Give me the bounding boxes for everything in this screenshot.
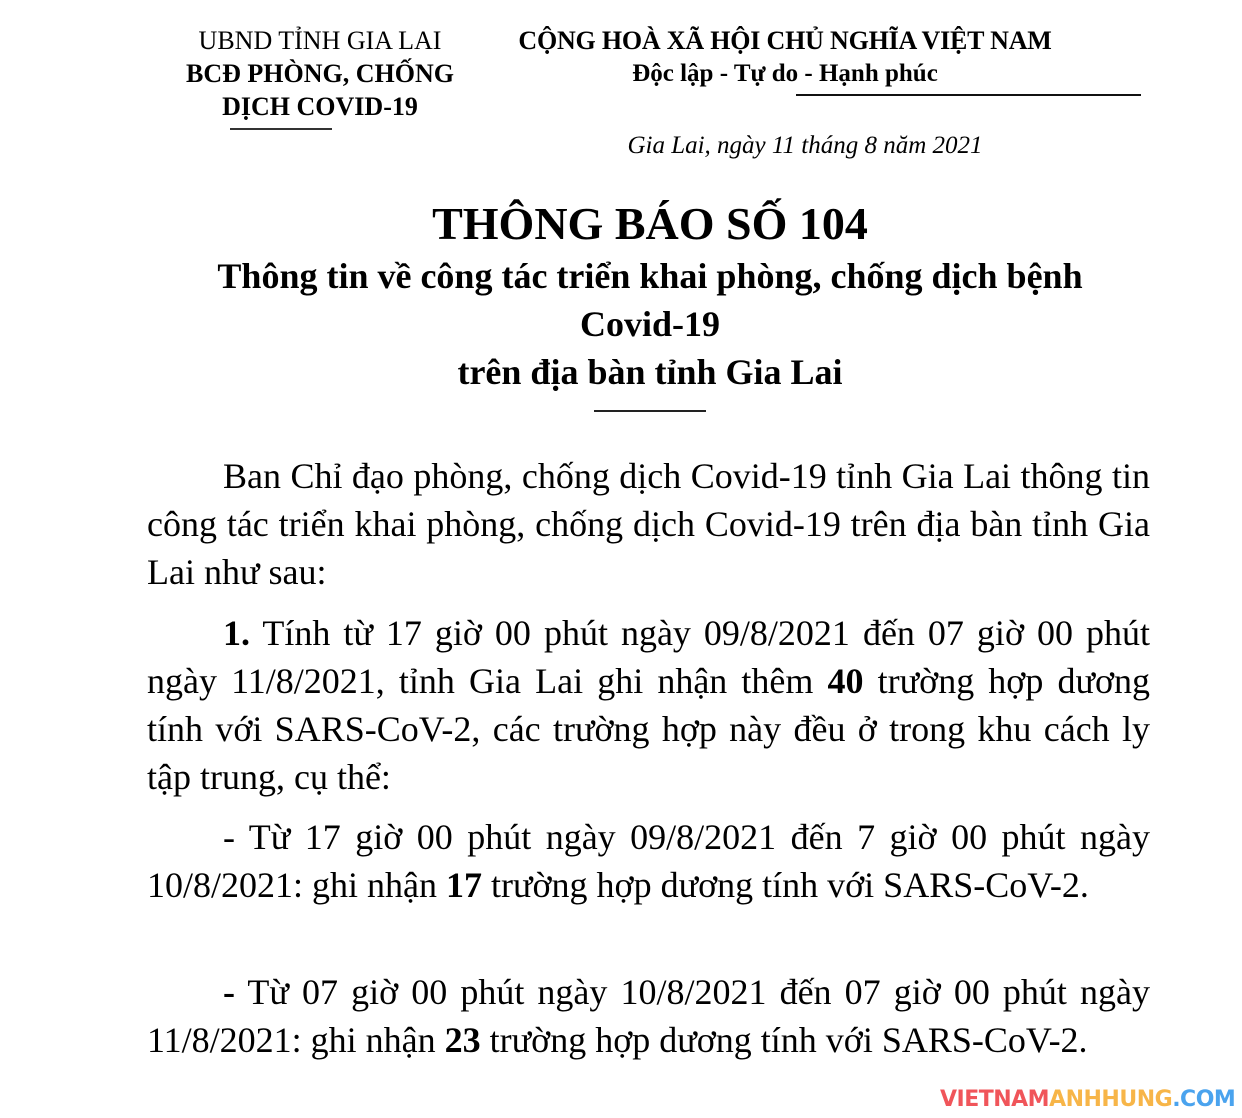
- nation-name: CỘNG HOÀ XÃ HỘI CHỦ NGHĨA VIỆT NAM: [518, 26, 1052, 55]
- organization-name-line1: BCĐ PHÒNG, CHỐNG: [186, 59, 454, 88]
- place-date: Gia Lai, ngày 11 tháng 8 năm 2021: [627, 132, 983, 159]
- motto-divider: [796, 94, 1141, 96]
- sub-item-2-paragraph: [147, 968, 1150, 1064]
- issuing-authority: [150, 24, 490, 123]
- sub-item-1-text-after: trường hợp dương tính với SARS-CoV-2.: [482, 865, 1089, 905]
- document-subject-line1: Thông tin về công tác triển khai phòng, chống dịch bệnh: [217, 256, 1083, 296]
- watermark-part-2: ANHHUNG: [1049, 1087, 1173, 1112]
- watermark-part-1: VIETNAM: [940, 1087, 1050, 1112]
- sub-item-2-count: 23: [444, 1020, 481, 1060]
- watermark-part-3: .COM: [1172, 1087, 1236, 1112]
- intro-paragraph: Ban Chỉ đạo phòng, chống dịch Covid-19 tỉnh Gia Lai thông tin công tác triển khai phòng, chống dịch Covid-19 trên địa bàn tỉnh Gia Lai như sau:: [147, 456, 1150, 592]
- sub-item-2-text-after: trường hợp dương tính với SARS-CoV-2.: [480, 1020, 1088, 1060]
- sub-item-1-text-before: - Từ 17 giờ 00 phút ngày 09/8/2021 đến 7 giờ 00 phút ngày 10/8/2021: ghi nhận: [147, 817, 1150, 905]
- item-1-paragraph: [147, 609, 1150, 801]
- document-title-block: [140, 196, 1160, 396]
- site-watermark: [940, 1087, 1235, 1113]
- document-number: THÔNG BÁO SỐ 104: [432, 198, 868, 249]
- organization-name-line2: DỊCH COVID-19: [222, 92, 418, 121]
- authority-divider: [230, 128, 332, 130]
- sub-item-2-text-before: Từ 07 giờ 00 phút ngày 10/8/2021 đến 07 giờ 00 phút ngày 11/8/2021: ghi nhận: [147, 972, 1150, 1060]
- parent-organization: UBND TỈNH GIA LAI: [198, 26, 442, 55]
- national-header: [490, 24, 1080, 90]
- title-divider: [594, 410, 706, 412]
- item-1-text-after: trường hợp dương tính với SARS-CoV-2, các trường hợp này đều ở trong khu cách ly tập trung, cụ thể:: [147, 661, 1151, 797]
- sub-item-2-dash: -: [223, 972, 235, 1012]
- national-motto: Độc lập - Tự do - Hạnh phúc: [632, 60, 938, 87]
- document-subject-line3: trên địa bàn tỉnh Gia Lai: [457, 352, 843, 392]
- document-subject-line2: Covid-19: [579, 304, 720, 344]
- sub-item-1-paragraph: [147, 813, 1150, 909]
- item-1-number: 1.: [223, 613, 250, 653]
- item-1-count: 40: [827, 661, 864, 701]
- sub-item-1-count: 17: [446, 865, 482, 905]
- item-1-text-before: Tính từ 17 giờ 00 phút ngày 09/8/2021 đến 07 giờ 00 phút ngày 11/8/2021, tỉnh Gia Lai ghi nhận thêm: [147, 613, 1150, 701]
